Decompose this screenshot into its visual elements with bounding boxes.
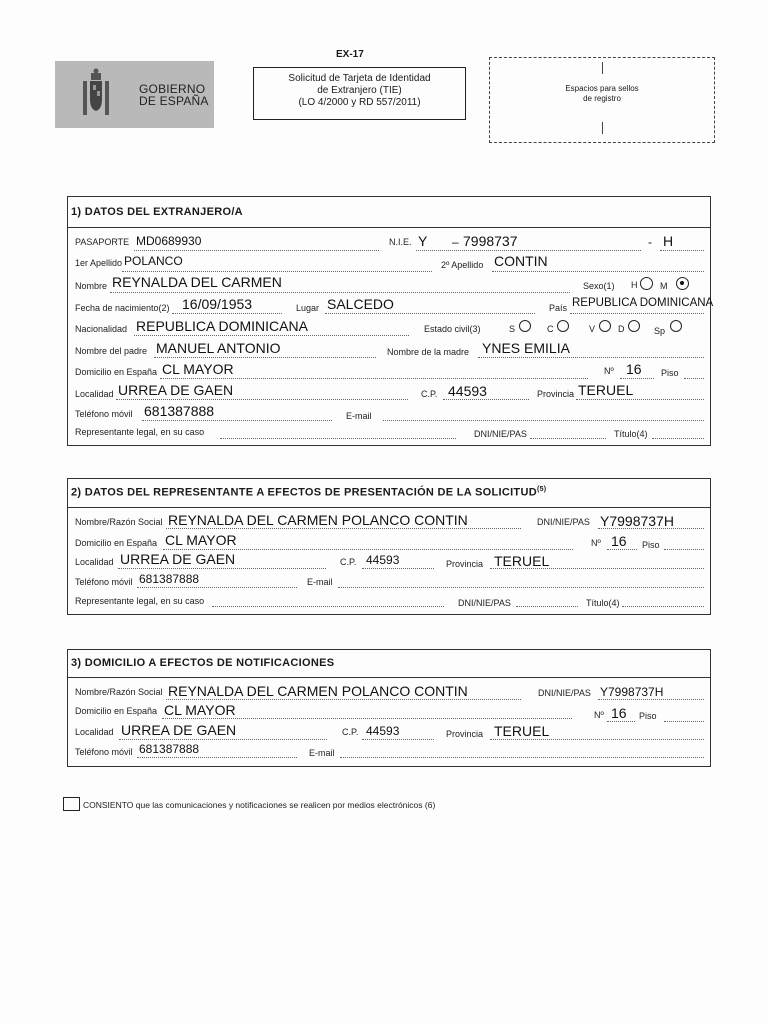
- not-cp-label: C.P.: [342, 727, 359, 737]
- stamp-label: [490, 84, 714, 104]
- apellido2-field[interactable]: CONTIN: [494, 253, 548, 269]
- title-line-2: de Extranjero (TIE): [317, 85, 402, 96]
- section-2-heading: [71, 486, 546, 499]
- not-email-label: E-mail: [309, 748, 335, 758]
- estado-s-label: S: [509, 324, 516, 334]
- rep-localidad-field[interactable]: URREA DE GAEN: [120, 551, 236, 567]
- stamp-label-line-1: Espacios para sellos: [565, 84, 639, 93]
- nie-line: [416, 250, 641, 251]
- section-3-divider: [67, 677, 711, 678]
- estado-v-radio[interactable]: [599, 320, 611, 332]
- titulo-label: Título(4): [614, 429, 648, 439]
- section-2-divider: [67, 507, 711, 508]
- not-localidad-label: Localidad: [75, 727, 114, 737]
- rep-titulo-line: [622, 606, 704, 607]
- lugar-field[interactable]: SALCEDO: [327, 296, 394, 312]
- rep-nombre-line: [166, 528, 521, 529]
- fecha-nacimiento-label: Fecha de nacimiento(2): [75, 303, 170, 313]
- not-provincia-field[interactable]: TERUEL: [494, 723, 550, 739]
- form-code: EX-17: [336, 49, 364, 60]
- title-line-1: Solicitud de Tarjeta de Identidad: [288, 73, 431, 84]
- estado-c-label: C: [547, 324, 554, 334]
- not-nombre-line: [166, 699, 521, 700]
- estado-s-radio[interactable]: [519, 320, 531, 332]
- not-telefono-line: [137, 757, 297, 758]
- pais-field[interactable]: REPUBLICA DOMINICANA: [572, 297, 714, 309]
- nombre-label: Nombre: [75, 281, 108, 291]
- madre-line: [478, 357, 704, 358]
- form-title: [253, 67, 466, 120]
- rep-localidad-label: Localidad: [75, 557, 114, 567]
- not-provincia-line: [490, 739, 704, 740]
- madre-field[interactable]: YNES EMILIA: [482, 340, 570, 356]
- nie-number-field[interactable]: 7998737: [463, 233, 518, 249]
- sexo-h-label: H: [631, 280, 638, 290]
- provincia-label: Provincia: [537, 389, 575, 399]
- rep-piso-label: Piso: [642, 540, 660, 550]
- estado-c-radio[interactable]: [557, 320, 569, 332]
- rep-cp-line: [362, 568, 434, 569]
- rep-telefono-label: Teléfono móvil: [75, 577, 133, 587]
- not-nombre-field[interactable]: REYNALDA DEL CARMEN POLANCO CONTIN: [168, 683, 468, 699]
- rep-dni-label: DNI/NIE/PAS: [537, 517, 590, 527]
- rep-cp-field[interactable]: 44593: [366, 553, 400, 567]
- rep-provincia-line: [490, 568, 704, 569]
- representante-label: Representante legal, en su caso: [75, 427, 205, 437]
- rep-email-line: [338, 587, 704, 588]
- rep-domicilio-line: [163, 549, 573, 550]
- provincia-field[interactable]: TERUEL: [578, 382, 634, 398]
- rep-representante-label: Representante legal, en su caso: [75, 596, 205, 606]
- not-piso-label: Piso: [639, 711, 657, 721]
- rep-domicilio-label: Domicilio en España: [75, 538, 158, 548]
- telefono-line: [142, 420, 332, 421]
- rep-piso-line: [664, 549, 704, 550]
- padre-line: [154, 357, 376, 358]
- estado-sp-label: Sp: [654, 326, 666, 336]
- rep-domicilio-field[interactable]: CL MAYOR: [165, 532, 237, 548]
- rep-numero-line: [607, 549, 637, 550]
- pais-line: [570, 313, 704, 314]
- nie-suffix-field[interactable]: H: [663, 233, 674, 249]
- rep-numero-label: Nº: [591, 538, 601, 548]
- rep-telefono-field[interactable]: 681387888: [139, 572, 200, 586]
- apellido2-label: 2º Apellido: [441, 260, 484, 270]
- lugar-line: [325, 313, 535, 314]
- section-2-heading-note: (5): [536, 486, 547, 493]
- sexo-label: Sexo(1): [583, 281, 615, 291]
- lugar-label: Lugar: [296, 303, 320, 313]
- estado-civil-label: Estado civil(3): [424, 324, 481, 334]
- localidad-field[interactable]: URREA DE GAEN: [118, 382, 234, 398]
- fecha-nacimiento-field[interactable]: 16/09/1953: [182, 296, 253, 312]
- nacionalidad-field[interactable]: REPUBLICA DOMINICANA: [136, 318, 308, 334]
- domicilio-label: Domicilio en España: [75, 367, 158, 377]
- domicilio-line: [160, 378, 588, 379]
- not-cp-field[interactable]: 44593: [366, 724, 400, 738]
- apellido1-label: 1er Apellido: [75, 258, 123, 268]
- localidad-line: [116, 399, 408, 400]
- localidad-label: Localidad: [75, 389, 114, 399]
- section-2-heading-text: 2) DATOS DEL REPRESENTANTE A EFECTOS DE PRESENTACIÓN DE LA SOLICITUD: [71, 486, 537, 499]
- piso-label: Piso: [661, 368, 679, 378]
- not-dni-line: [598, 699, 704, 700]
- logo-line-2: DE ESPAÑA: [139, 94, 209, 108]
- rep-telefono-line: [137, 587, 297, 588]
- titulo-line: [652, 438, 704, 439]
- cp-line: [443, 399, 529, 400]
- not-domicilio-label: Domicilio en España: [75, 706, 158, 716]
- not-dni-label: DNI/NIE/PAS: [538, 688, 591, 698]
- not-localidad-line: [119, 739, 327, 740]
- pasaporte-field[interactable]: MD0689930: [136, 234, 202, 248]
- rep-dni2-label: DNI/NIE/PAS: [458, 598, 511, 608]
- nie-suffix-line: [660, 250, 704, 251]
- nie-dash-2: -: [648, 235, 652, 249]
- estado-sp-radio[interactable]: [670, 320, 682, 332]
- telefono-label: Teléfono móvil: [75, 409, 133, 419]
- apellido1-line: [122, 271, 432, 272]
- nacionalidad-label: Nacionalidad: [75, 324, 128, 334]
- email-label: E-mail: [346, 411, 372, 421]
- domicilio-field[interactable]: CL MAYOR: [162, 361, 234, 377]
- stamp-label-line-2: de registro: [583, 94, 621, 103]
- stamp-tick: [602, 62, 603, 74]
- fecha-line: [172, 313, 282, 314]
- rep-localidad-line: [118, 568, 326, 569]
- estado-d-radio[interactable]: [628, 320, 640, 332]
- not-provincia-label: Provincia: [446, 729, 484, 739]
- numero-field[interactable]: 16: [626, 361, 642, 377]
- apellido2-line: [492, 271, 704, 272]
- sexo-m-label: M: [660, 281, 668, 291]
- logo-text: [139, 83, 209, 107]
- consent-label: CONSIENTO que las comunicaciones y notificaciones se realicen por medios electrónicos (6): [83, 800, 436, 810]
- rep-titulo-label: Título(4): [586, 598, 620, 608]
- logo-line-1: GOBIERNO: [139, 82, 206, 96]
- rep-nombre-field[interactable]: REYNALDA DEL CARMEN POLANCO CONTIN: [168, 512, 468, 528]
- rep-dni-field[interactable]: Y7998737H: [600, 513, 674, 529]
- section-1-heading: 1) DATOS DEL EXTRANJERO/A: [71, 206, 243, 218]
- rep-email-label: E-mail: [307, 577, 333, 587]
- section-3-heading: 3) DOMICILIO A EFECTOS DE NOTIFICACIONES: [71, 657, 335, 669]
- dni-line: [530, 438, 606, 439]
- not-dni-field[interactable]: Y7998737H: [600, 685, 664, 699]
- padre-label: Nombre del padre: [75, 346, 148, 356]
- not-cp-line: [362, 739, 434, 740]
- rep-dni-line: [598, 528, 704, 529]
- apellido1-field[interactable]: POLANCO: [124, 254, 183, 268]
- dni-label: DNI/NIE/PAS: [474, 429, 527, 439]
- rep-cp-label: C.P.: [340, 557, 357, 567]
- madre-label: Nombre de la madre: [387, 347, 470, 357]
- not-piso-line: [664, 721, 704, 722]
- nie-label: N.I.E.: [389, 237, 412, 247]
- not-nombre-label: Nombre/Razón Social: [75, 687, 163, 697]
- coat-of-arms-icon: [81, 67, 111, 122]
- cp-label: C.P.: [421, 389, 438, 399]
- rep-provincia-label: Provincia: [446, 559, 484, 569]
- consent-checkbox[interactable]: [63, 797, 80, 811]
- not-numero-label: Nº: [594, 710, 604, 720]
- numero-label: Nº: [604, 366, 614, 376]
- telefono-field[interactable]: 681387888: [144, 403, 215, 419]
- nie-prefix-field[interactable]: Y: [418, 233, 428, 249]
- not-numero-line: [607, 721, 635, 722]
- title-line-3: (LO 4/2000 y RD 557/2011): [298, 97, 421, 108]
- nie-dash: –: [452, 235, 459, 249]
- estado-d-label: D: [618, 324, 625, 334]
- numero-line: [620, 378, 654, 379]
- email-line: [383, 420, 704, 421]
- rep-representante-line: [212, 606, 444, 607]
- pasaporte-label: PASAPORTE: [75, 237, 130, 247]
- not-localidad-field[interactable]: URREA DE GAEN: [121, 722, 237, 738]
- not-domicilio-field[interactable]: CL MAYOR: [164, 702, 236, 718]
- nacionalidad-line: [134, 335, 409, 336]
- rep-nombre-label: Nombre/Razón Social: [75, 517, 163, 527]
- padre-field[interactable]: MANUEL ANTONIO: [156, 340, 281, 356]
- rep-numero-field[interactable]: 16: [611, 533, 627, 549]
- stamp-tick: [602, 122, 603, 134]
- representante-line: [220, 438, 456, 439]
- gobierno-logo: [55, 61, 214, 128]
- sexo-h-radio[interactable]: [640, 277, 653, 290]
- nombre-field[interactable]: REYNALDA DEL CARMEN: [112, 274, 282, 290]
- sexo-m-radio[interactable]: [676, 277, 689, 290]
- pasaporte-line: [134, 250, 379, 251]
- registry-stamp-area: [489, 57, 715, 143]
- not-domicilio-line: [162, 718, 572, 719]
- rep-provincia-field[interactable]: TERUEL: [494, 553, 550, 569]
- provincia-line: [576, 399, 704, 400]
- section-1-divider: [67, 227, 711, 228]
- pais-label: País: [549, 303, 568, 313]
- not-telefono-field[interactable]: 681387888: [139, 742, 200, 756]
- piso-line: [684, 378, 704, 379]
- not-telefono-label: Teléfono móvil: [75, 747, 133, 757]
- cp-field[interactable]: 44593: [448, 383, 487, 399]
- rep-dni2-line: [516, 606, 578, 607]
- not-numero-field[interactable]: 16: [611, 705, 627, 721]
- not-email-line: [340, 757, 704, 758]
- nombre-line: [110, 292, 570, 293]
- estado-v-label: V: [589, 324, 596, 334]
